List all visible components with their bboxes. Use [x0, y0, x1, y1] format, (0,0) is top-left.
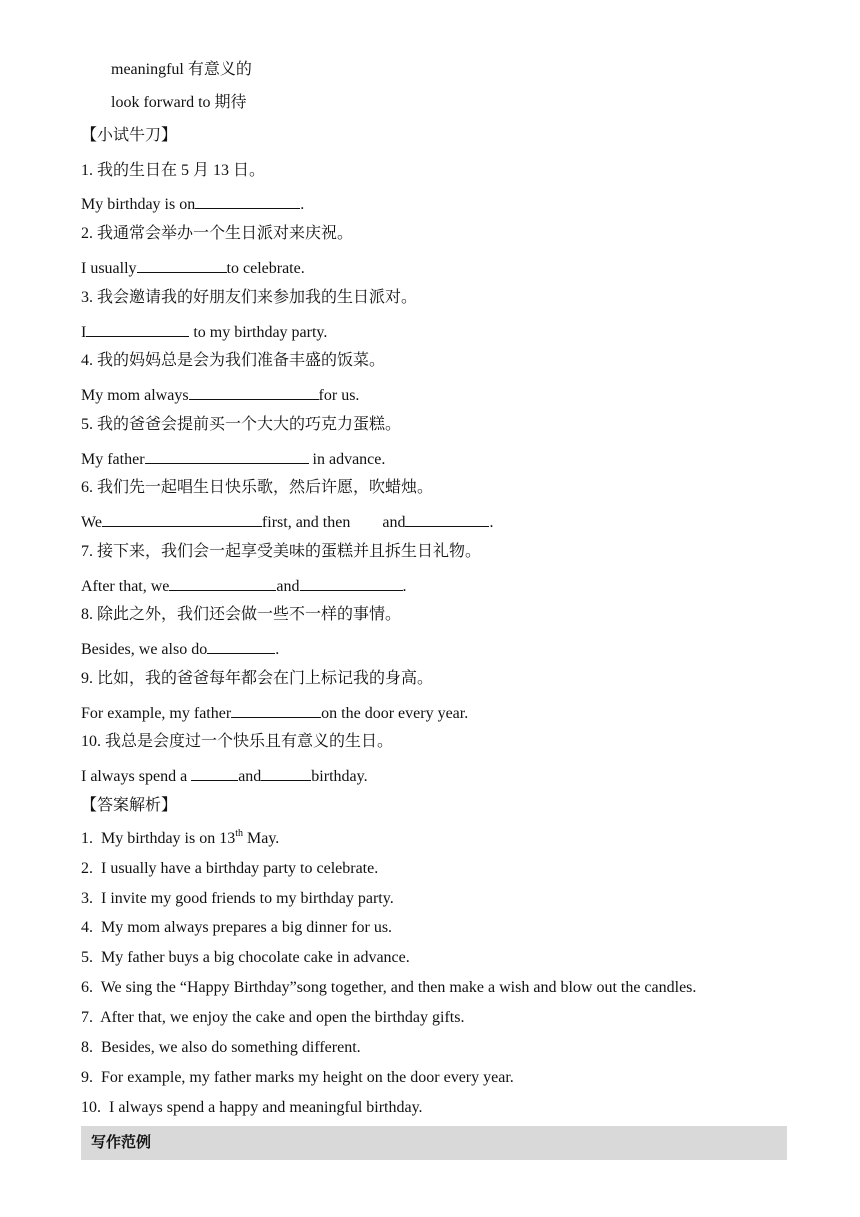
sentence-text: for us. [318, 387, 360, 404]
sentence-text: and [276, 578, 300, 595]
vocab-item: meaningful 有意义的 [111, 61, 252, 78]
exercise-english [81, 257, 305, 279]
answer-line: 8. Besides, we also do something different. [81, 1039, 361, 1056]
answer-blank[interactable] [231, 702, 321, 718]
exercise-chinese: 4. 我的妈妈总是会为我们准备丰盛的饭菜。 [81, 352, 386, 369]
exercise-chinese: 1. 我的生日在 5 月 13 日。 [81, 162, 266, 179]
answer-line: 5. My father buys a big chocolate cake in advance. [81, 949, 410, 966]
answer-blank[interactable] [102, 511, 262, 527]
answer-blank[interactable] [405, 511, 489, 527]
answer-blank[interactable] [207, 638, 275, 654]
sentence-text: to celebrate. [226, 260, 305, 277]
answer-line [81, 829, 279, 849]
writing-sample-title: 写作范例 [91, 1133, 152, 1151]
sentence-text: . [402, 578, 407, 595]
sentence-text: I usually [81, 260, 137, 277]
answers-heading: 【答案解析】 [81, 797, 178, 814]
practice-heading: 【小试牛刀】 [81, 127, 178, 144]
answer-line: 3. I invite my good friends to my birthday party. [81, 890, 394, 907]
exercise-chinese: 7. 接下来，我们会一起享受美味的蛋糕并且拆生日礼物。 [81, 543, 482, 560]
exercise-chinese: 9. 比如，我的爸爸每年都会在门上标记我的身高。 [81, 670, 434, 687]
sentence-text: My birthday is on [81, 196, 196, 213]
exercise-chinese: 6. 我们先一起唱生日快乐歌，然后许愿，吹蜡烛。 [81, 479, 434, 496]
sentence-text: I always spend a [81, 768, 192, 785]
sentence-text: After that, we [81, 578, 170, 595]
sentence-text: I [81, 324, 87, 341]
sentence-text: For example, my father [81, 705, 232, 722]
sentence-text: birthday. [311, 768, 368, 785]
answer-blank[interactable] [169, 575, 276, 591]
answer-line: 7. After that, we enjoy the cake and open the birthday gifts. [81, 1009, 465, 1026]
answer-blank[interactable] [195, 193, 300, 209]
sentence-text: Besides, we also do [81, 641, 208, 658]
sentence-text: . [300, 196, 305, 213]
answer-blank[interactable] [191, 765, 238, 781]
sentence-text: . [489, 514, 494, 531]
exercise-chinese: 3. 我会邀请我的好朋友们来参加我的生日派对。 [81, 289, 418, 306]
answer-text: 1. My birthday is on 13 [81, 830, 236, 847]
exercise-english [81, 511, 493, 533]
exercise-english [81, 193, 304, 215]
exercise-english [81, 575, 407, 597]
exercise-english [81, 765, 368, 787]
exercise-english [81, 384, 359, 406]
exercise-english [81, 702, 468, 724]
answer-line: 4. My mom always prepares a big dinner for us. [81, 919, 393, 936]
sentence-text: . [275, 641, 280, 658]
exercise-english [81, 321, 327, 343]
sentence-text: and [238, 768, 262, 785]
vocab-item: look forward to 期待 [111, 94, 247, 111]
exercise-chinese: 5. 我的爸爸会提前买一个大大的巧克力蛋糕。 [81, 416, 402, 433]
exercise-chinese: 10. 我总是会度过一个快乐且有意义的生日。 [81, 733, 394, 750]
writing-sample-header [81, 1126, 787, 1160]
answer-line: 2. I usually have a birthday party to celebrate. [81, 860, 379, 877]
sentence-text: We [81, 514, 102, 531]
answer-text: May. [243, 830, 280, 847]
answer-blank[interactable] [86, 321, 189, 337]
answer-blank[interactable] [137, 257, 227, 273]
sentence-text: in advance. [308, 451, 386, 468]
exercise-english [81, 638, 279, 660]
answer-line: 9. For example, my father marks my height on the door every year. [81, 1069, 514, 1086]
exercise-chinese: 2. 我通常会举办一个生日派对来庆祝。 [81, 225, 354, 242]
answer-blank[interactable] [145, 448, 309, 464]
sentence-text: on the door every year. [321, 705, 469, 722]
sentence-text: and [382, 514, 406, 531]
ordinal-superscript: th [235, 827, 243, 839]
sentence-text: My father [81, 451, 145, 468]
answer-line: 10. I always spend a happy and meaningful birthday. [81, 1099, 423, 1116]
exercise-chinese: 8. 除此之外，我们还会做一些不一样的事情。 [81, 606, 402, 623]
answer-blank[interactable] [300, 575, 403, 591]
answer-line: 6. We sing the “Happy Birthday”song together, and then make a wish and blow out the candles. [81, 979, 697, 996]
answer-blank[interactable] [261, 765, 311, 781]
answer-blank[interactable] [189, 384, 319, 400]
sentence-text: to my birthday party. [189, 324, 328, 341]
sentence-text: My mom always [81, 387, 189, 404]
exercise-english [81, 448, 385, 470]
sentence-text: first, and then [261, 514, 351, 531]
